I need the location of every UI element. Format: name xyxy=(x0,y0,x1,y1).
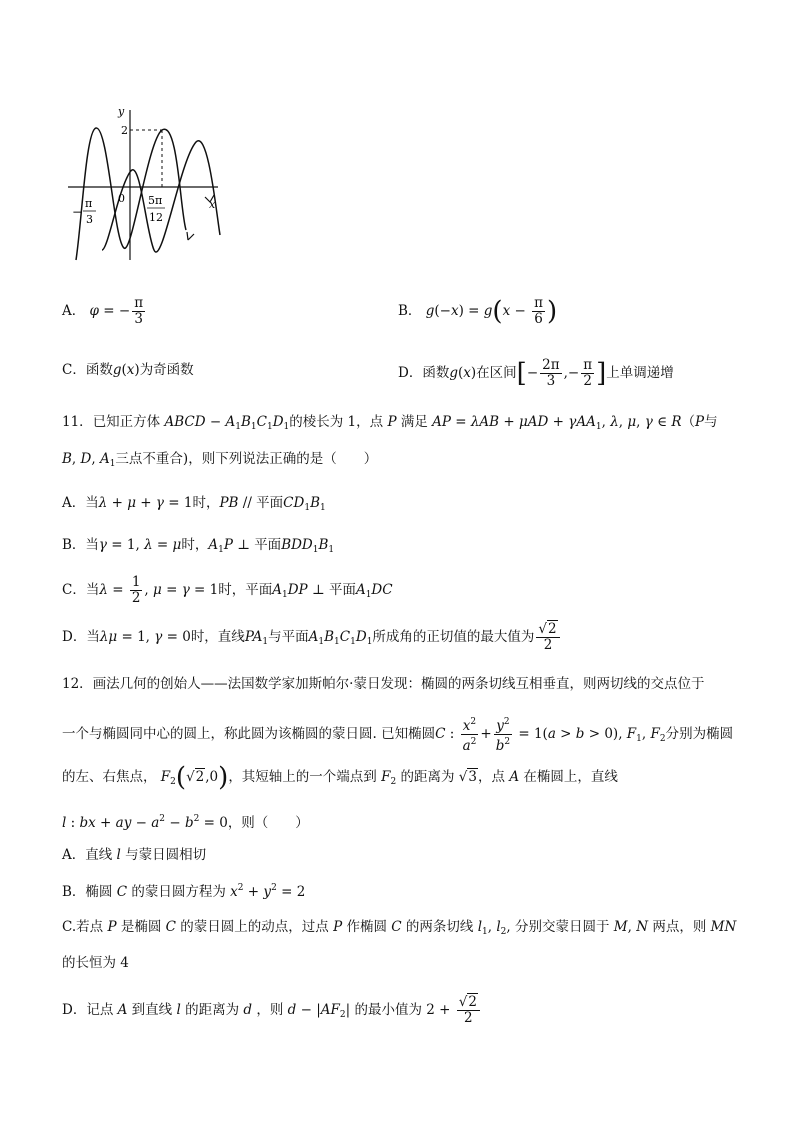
q12-option-c-line1: C.若点 P 是椭圆 C 的蒙日圆上的动点，过点 P 作椭圆 C 的两条切线 $l_1$, $l_2$, 分别交蒙日圆于 M, N 两点，则 MN xyxy=(62,919,737,937)
y-axis-label: y xyxy=(118,105,125,118)
q10-option-d: D．函数g(x)在区间[− $\frac{2\pi}{3}$ ,− $\frac{\pi}{2}$ ]上单调递增 xyxy=(398,357,674,389)
q12-option-b: B．椭圆 C 的蒙日圆方程为 $x^2 + y^2 = 2$ xyxy=(62,883,306,900)
q10-option-c: C．函数g(x)为奇函数 xyxy=(62,362,194,378)
q12-option-c-line2: 的长恒为 4 xyxy=(62,955,129,971)
curve-f xyxy=(76,128,186,260)
q11-option-a: A．当λ + μ + γ = 1时，PB // 平面$CD_1B_1$ xyxy=(62,495,326,513)
q11-option-d: D．当λμ = 1, γ = 0时，直线$PA_1$与平面$A_1B_1C_1D_1$所成角的正切值的最大值为 $\frac{√2}{2}$ xyxy=(62,622,562,653)
q12-option-a: A．直线 l 与蒙日圆相切 xyxy=(62,847,207,863)
q10-option-b: B． g(−x) = g(x − $\frac{\pi}{6}$ ) xyxy=(398,295,558,327)
tick-label-neg-den: 3 xyxy=(86,213,93,226)
arrow-mark xyxy=(187,232,194,240)
tick-label-neg-minus: − xyxy=(72,205,83,219)
q11-option-c: C．当λ = $\frac{1}{2}$ , μ = γ = 1时，平面$A_1DP$ ⊥ 平面$A_1DC$ xyxy=(62,574,393,606)
tick-label-neg-num: π xyxy=(85,197,93,210)
q10-option-a: A． φ = − $\frac{\pi}{3}$ xyxy=(62,295,144,327)
q11-stem-line2: B, D, $A_1$三点不重合)，则下列说法正确的是（ ） xyxy=(62,451,378,469)
q11-stem-line1: 11．已知正方体 ABCD − $A_1B_1C_1D_1$的棱长为 1，点 P 满足 AP = λAB + μAD + γAA$_1$, λ, μ, γ ∈ R（P与 xyxy=(62,414,718,432)
tick-label-origin: 0 xyxy=(118,192,125,205)
x-axis-label: x xyxy=(209,198,216,211)
q12-stem-line4: l : bx + ay − $a^2 - b^2 = 0$，则（ ） xyxy=(62,814,309,831)
tick-label-2: 2 xyxy=(121,124,128,137)
q12-stem-line1: 12．画法几何的创始人——法国数学家加斯帕尔·蒙日发现：椭圆的两条切线互相垂直，则两切线的交点位于 xyxy=(62,676,705,692)
tick-label-pos-den: 12 xyxy=(149,211,163,224)
tick-label-pos-num: 5π xyxy=(148,194,163,207)
q12-stem-line2: 一个与椭圆同中心的圆上，称此圆为该椭圆的蒙日圆. 已知椭圆C : $\frac{x^2}{a^2}$ + $\frac{y^2}{b^2}$ = 1(a > b > 0), $F_1$, $F_2$分别为椭圆 xyxy=(62,717,734,754)
function-graph xyxy=(68,100,228,265)
q12-stem-line3: 的左、右焦点， $F_2(√2,0)$，其短轴上的一个端点到 $F_2$ 的距离为 √3，点 A 在椭圆上，直线 xyxy=(62,762,618,793)
q11-option-b: B．当γ = 1, λ = μ时，$A_1P$ ⊥ 平面$BDD_1B_1$ xyxy=(62,537,335,555)
q12-option-d: D．记点 A 到直线 l 的距离为 d ，则 $d - |AF_2|$ 的最小值为 2 + $\frac{√2}{2}$ xyxy=(62,995,482,1026)
